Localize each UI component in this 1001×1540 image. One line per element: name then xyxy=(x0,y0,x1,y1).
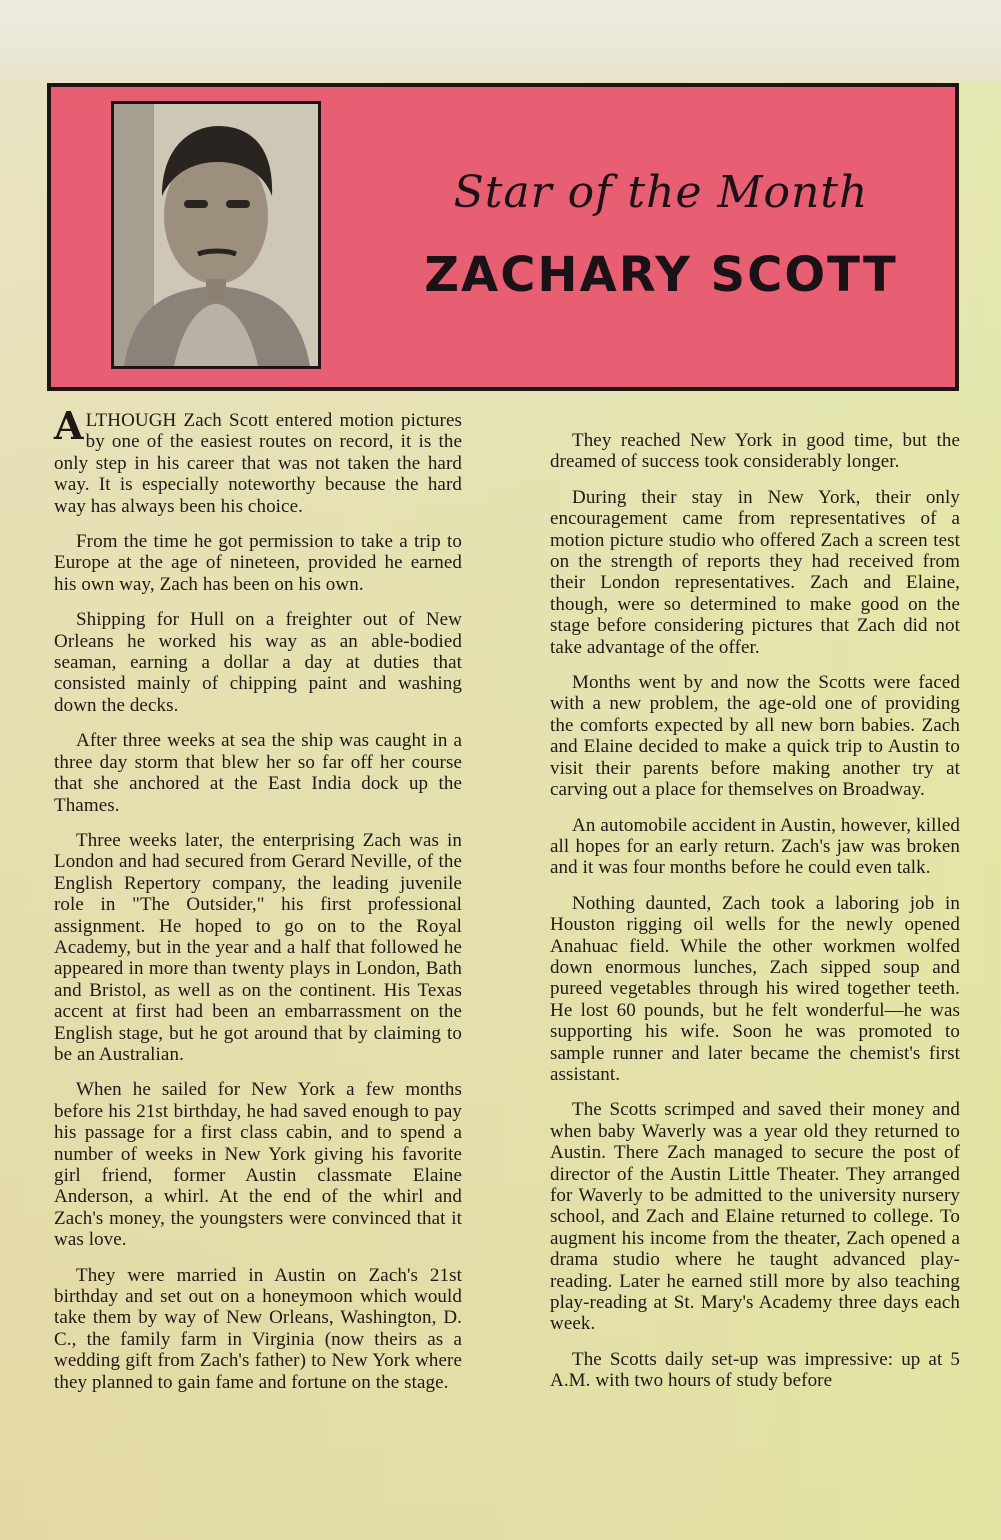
article-paragraph: An automobile accident in Austin, however, killed all hopes for an early return. Zach's jaw was broken and it was four months before he could even talk. xyxy=(550,814,960,879)
lead-text: LTHOUGH Zach Scott entered motion pictures by one of the easiest routes on record, it is the only step in his career that was not taken the hard way. It is especially noteworthy because the hard way has always been his choice. xyxy=(54,410,462,517)
article-column-left xyxy=(54,403,462,1407)
article-paragraph: During their stay in New York, their only encouragement came from representatives of a motion picture studio who offered Zach a screen test on the strength of reports they had received from their London representatives. Zach and Elaine, though, were so determined to make good on the stage before considering pictures that Zach did not take advantage of the offer. xyxy=(550,486,960,658)
article-paragraph: Nothing daunted, Zach took a laboring job in Houston rigging oil wells for the newly opened Anahuac field. While the other workmen wolfed down enormous lunches, Zach sipped soup and pureed vegetables through his wired together teeth. He lost 60 pounds, but he felt wonderful—he was supporting his wife. Soon he was promoted to sample runner and later became the chemist's first assistant. xyxy=(550,892,960,1085)
article-paragraph: When he sailed for New York a few months before his 21st birthday, he had saved enough to pay his passage for a first class cabin, and to spend a number of weeks in New York giving his favorite girl friend, former Austin classmate Elaine Anderson, a whirl. At the end of the whirl and Zach's money, the youngsters were convinced that it was love. xyxy=(54,1079,462,1251)
drop-cap: A xyxy=(54,403,84,448)
article-column-right xyxy=(550,430,960,1406)
page-top-margin xyxy=(0,0,1001,82)
banner-kicker: Star of the Month xyxy=(453,167,869,218)
article-paragraph: They reached New York in good time, but the dreamed of success took considerably longer. xyxy=(550,430,960,473)
star-of-month-banner xyxy=(47,83,959,391)
article-lead-paragraph xyxy=(54,403,462,517)
article-paragraph: The Scotts scrimped and saved their money and when baby Waverly was a year old they returned to Austin. There Zach managed to secure the post of director of the Austin Little Theater. They arranged for Waverly to be admitted to the university nursery school, and Zach and Elaine returned to college. To augment his income from the theater, Zach opened a drama studio where he taught advanced play-reading. Later he earned still more by also teaching play-reading at St. Mary's Academy three days each week. xyxy=(550,1099,960,1335)
portrait-silhouette xyxy=(114,104,318,366)
banner-star-name: ZACHARY SCOTT xyxy=(424,247,898,303)
article-paragraph: Three weeks later, the enterprising Zach was in London and had secured from Gerard Neville, of the English Repertory company, the leading juvenile role in "The Outsider," his first professional assignment. He hoped to go on to the Royal Academy, but in the year and a half that followed he appeared in more than twenty plays in London, Bath and Bristol, as well as on the continent. His Texas accent at first had been an embarrassment on the English stage, but he got around that by claiming to be an Australian. xyxy=(54,829,462,1065)
article-paragraph: Shipping for Hull on a freighter out of New Orleans he worked his way as an able-bodied seaman, earning a dollar a day at duties that consisted mainly of chipping paint and washing down the decks. xyxy=(54,609,462,716)
article-paragraph: The Scotts daily set-up was impressive: up at 5 A.M. with two hours of study before xyxy=(550,1348,960,1392)
article-paragraph: Months went by and now the Scotts were faced with a new problem, the age-old one of providing the comforts expected by all new born babies. Zach and Elaine decided to make a quick trip to Austin to visit their parents before making another try at carving out a place for themselves on Broadway. xyxy=(550,672,960,801)
portrait-photo-icon xyxy=(111,101,321,369)
article-paragraph: From the time he got permission to take a trip to Europe at the age of nineteen, provided he earned his own way, Zach has been on his own. xyxy=(54,531,462,595)
article-paragraph: They were married in Austin on Zach's 21st birthday and set out on a honeymoon which would take them by way of New Orleans, Washington, D. C., the family farm in Virginia (now theirs as a wedding gift from Zach's father) to New York where they planned to gain fame and fortune on the stage. xyxy=(54,1264,462,1393)
article-paragraph: After three weeks at sea the ship was caught in a three day storm that blew her so far off her course that she anchored at the East India dock up the Thames. xyxy=(54,730,462,816)
